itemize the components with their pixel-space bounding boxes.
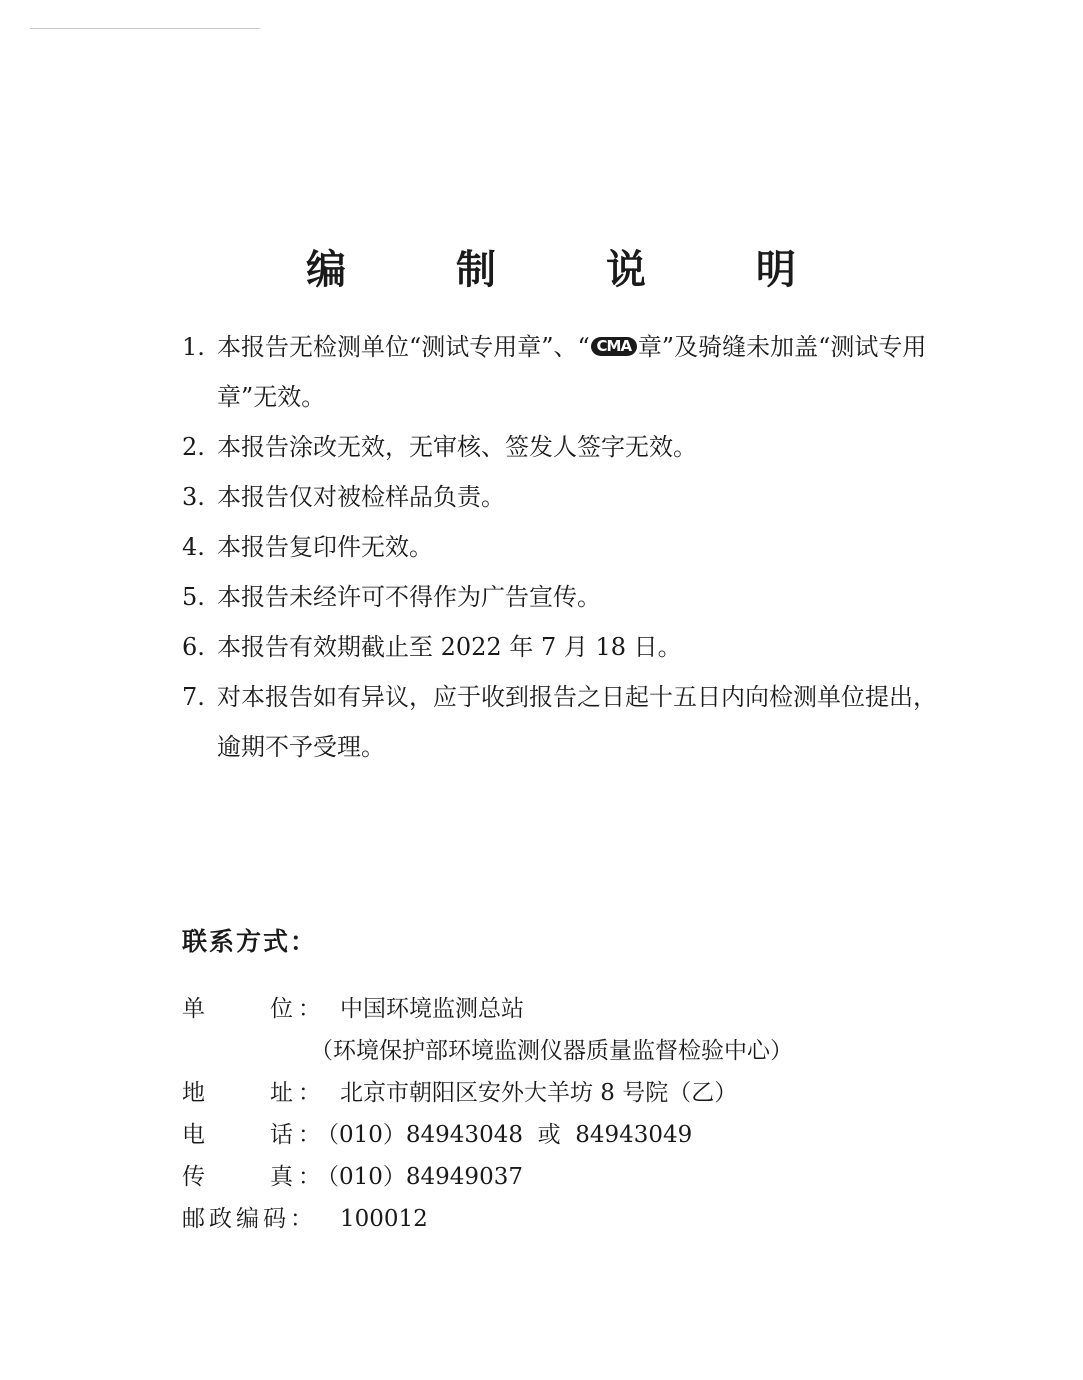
phone-label-b: 话 (270, 1122, 293, 1148)
note-number: 2. (182, 433, 205, 461)
note-number: 5. (182, 583, 205, 611)
phone-label-a: 电 (182, 1122, 205, 1148)
note-item-4 (182, 522, 962, 572)
scan-artifact-line (30, 28, 260, 29)
phone-value: （010）84943048 或 84943049 (316, 1122, 693, 1148)
note-item-6 (182, 622, 962, 672)
unit-value: 中国环境监测总站 (340, 996, 524, 1022)
note-item-3 (182, 472, 962, 522)
unit-label-a: 单 (182, 996, 205, 1022)
page-title: 编 制 说 明 (306, 246, 844, 293)
fax-label-b: 真 (270, 1164, 293, 1190)
note-text (182, 322, 952, 422)
unit-label-b: 位 (270, 996, 293, 1022)
address-value: 北京市朝阳区安外大羊坊 8 号院（乙） (340, 1080, 738, 1106)
note-item-7 (182, 672, 962, 772)
address-label-a: 地 (182, 1080, 205, 1106)
address-colon: ： (298, 1080, 321, 1106)
note-text: 对本报告如有异议，应于收到报告之日起十五日内向检测单位提出，逾期不予受理。 (217, 683, 937, 761)
note-number: 6. (182, 633, 205, 661)
postal-value: 100012 (340, 1206, 428, 1232)
note-item-1 (182, 322, 962, 422)
note-item-5 (182, 572, 962, 622)
cma-mark-icon: CMA (591, 337, 637, 356)
note-number: 4. (182, 533, 205, 561)
unit-subvalue: （环境保护部环境监测仪器质量监督检验中心） (310, 1038, 793, 1064)
note-number: 1. (182, 333, 205, 361)
note-text: 本报告有效期截止至 2022 年 7 月 18 日。 (217, 633, 682, 661)
postal-label: 邮政编码： (182, 1206, 317, 1232)
note-text: 本报告涂改无效，无审核、签发人签字无效。 (217, 433, 697, 461)
note-text-post: 章”及骑缝未加盖“测试专用章”无效。 (217, 333, 927, 411)
note-text: 本报告未经许可不得作为广告宣传。 (217, 583, 601, 611)
note-text: 本报告复印件无效。 (217, 533, 433, 561)
fax-label-a: 传 (182, 1164, 205, 1190)
note-text-pre: 本报告无检测单位“测试专用章”、“ (217, 333, 590, 361)
contact-heading: 联系方式： (182, 927, 318, 956)
unit-colon: ： (298, 996, 321, 1022)
note-item-2 (182, 422, 962, 472)
note-number: 3. (182, 483, 205, 511)
address-label-b: 址 (270, 1080, 293, 1106)
fax-value: （010）84949037 (316, 1164, 523, 1190)
notes-list (182, 322, 962, 772)
note-number: 7. (182, 683, 205, 711)
phone-colon: ： (298, 1122, 321, 1148)
fax-colon: ： (298, 1164, 321, 1190)
note-text: 本报告仅对被检样品负责。 (217, 483, 505, 511)
